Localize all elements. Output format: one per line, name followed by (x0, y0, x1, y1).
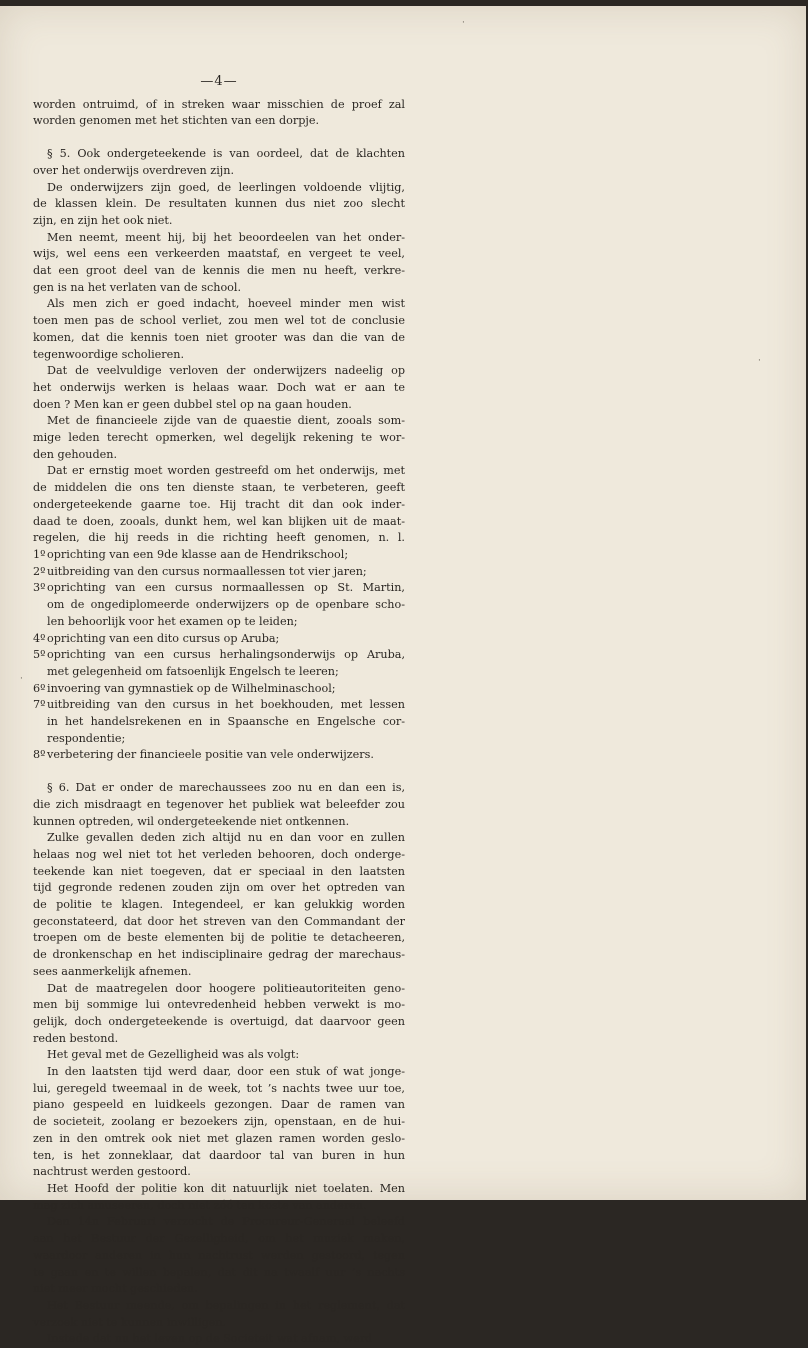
measure-item (33, 647, 405, 680)
text-line: troepen om de beste elementen bij de politie te detacheeren, (33, 931, 405, 945)
text-line: kunnen optreden, wil ondergeteekende niet ontkennen. (33, 814, 350, 828)
measure-number: 7º (33, 698, 46, 712)
text-line: worden genomen met het stichten van een dorpje. (33, 114, 320, 128)
text-line: toen men pas de school verliet, zou men wel tot de conclusie (33, 314, 405, 328)
text-line: Den 14n Februari verzocht de Procureur-Generaal beleefd (47, 1215, 405, 1229)
measure-text: invoering van gymnastiek op de Wilhelminaschool; (47, 681, 336, 695)
text-line: ondergeteekende gaarne toe. Hij tracht dit dan ook inder- (33, 497, 405, 511)
text-line: komen, dat die kennis toen niet grooter was dan die van de (33, 330, 405, 344)
section-5 (33, 146, 405, 547)
measure-text: oprichting van een dito cursus op Aruba; (47, 631, 280, 645)
text-line: zijn, en zijn het ook niet. (33, 213, 173, 227)
measure-text: met gelegenheid om fatsoenlijk Engelsch te leeren; (47, 664, 339, 678)
measure-item (33, 697, 405, 747)
text-line: Men neemt, meent hij, bij het beoordeelen van het onder- (47, 230, 405, 244)
text-line: sees aanmerkelijk afnemen. (33, 964, 192, 978)
measure-item (33, 681, 405, 698)
measure-number: 2º (33, 564, 46, 578)
text-line: gelijk, doch ondergeteekende is overtuigd, dat daarvoor geen (33, 1014, 405, 1028)
measure-number: 1º (33, 547, 46, 561)
text-line: de politie te klagen. Integendeel, er kan gelukkig worden (33, 898, 405, 912)
page-text (33, 74, 405, 1348)
measure-item (33, 547, 405, 564)
measure-item (33, 564, 405, 581)
text-line: de societeit, zoolang er bezoekers zijn, openstaan, en de hui- (33, 1115, 405, 1129)
text-line: daad te doen, zooals, dunkt hem, wel kan blijken uit de maat- (33, 514, 405, 528)
text-line: aan het Bestuur der Gezelligheid, om het muziek maken, (33, 1232, 405, 1246)
intro-paragraph (33, 97, 405, 130)
measure-text: oprichting van een 9de klasse aan de Hendrikschool; (47, 547, 349, 561)
measure-item (33, 631, 405, 648)
scan-dot: · (20, 674, 23, 684)
page-number: —4— (200, 74, 238, 89)
text-line: teekende kan niet toegeven, dat er speciaal in den laatsten (33, 864, 405, 878)
text-line: nachtrust werden gestoord. (33, 1165, 191, 1179)
measure-text: verbetering der financieele positie van vele onderwijzers. (47, 748, 374, 762)
text-line: regelen, die hij reeds in die richting heeft genomen, n. l. (33, 531, 405, 545)
text-line: die zich misdraagt en tegenover het publiek wat beleefder zou (33, 797, 405, 811)
measure-text: respondentie; (47, 731, 126, 745)
text-line: over het onderwijs overdreven zijn. (33, 163, 235, 177)
text-line: gen is na het verlaten van de school. (33, 280, 242, 294)
text-line: men bij sommige lui ontevredenheid hebben verwekt is mo- (33, 998, 405, 1012)
text-line: verzoek niet te kunnen inwilligen. (33, 1315, 226, 1329)
text-line: dat een groot deel van de kennis die men nu heeft, verkre- (33, 264, 405, 278)
text-line: lui, geregeld tweemaal in de week, tot ’s nachts twee uur toe, (33, 1081, 405, 1095)
document-page (0, 6, 806, 1346)
text-line: waardoor anderen in hun nachtrust werden gestoord, tegen (33, 1248, 405, 1262)
text-line: ten, is het zonneklaar, dat daardoor tal van buren in hun (33, 1148, 405, 1162)
measure-item (33, 747, 405, 764)
text-line: Met de financieele zijde van de quaestie dient, zooals som- (47, 414, 405, 428)
text-line: Dat de maatregelen door hoogere politieautoriteiten geno- (47, 981, 405, 995)
measure-text: om de ongediplomeerde onderwijzers op de openbare scho- (47, 598, 405, 612)
measure-text: oprichting van een cursus herhalingsonderwijs op Aruba, (47, 648, 405, 662)
text-line: mag zich amuseeren, doch niet zóó ten koste van anderen. (33, 1198, 367, 1212)
text-line: helaas nog wel niet tot het verleden behooren, doch onderge- (33, 847, 405, 861)
text-line: de dronkenschap en het indisciplinaire gedrag der marechaus- (33, 948, 405, 962)
text-line: geconstateerd, dat door het streven van den Commandant der (33, 914, 405, 928)
section-6 (33, 780, 405, 1348)
text-line: te gaan en te willen bepalen, dat dit na twaalf uur ’s nachts (33, 1265, 405, 1279)
text-line: tegenwoordige scholieren. (33, 347, 185, 361)
text-line: de klassen klein. De resultaten kunnen dus niet zoo slecht (33, 197, 405, 211)
text-line: den gehouden. (33, 447, 118, 461)
text-line: mige leden terecht opmerken, wel degelijk rekening te wor- (33, 431, 405, 445)
text-line: Dat de veelvuldige verloven der onderwijzers nadeelig op (47, 364, 405, 378)
text-line: Als men zich er goed indacht, hoeveel minder men wist (47, 297, 405, 311)
text-line: doen ? Men kan er geen dubbel stel op na gaan houden. (33, 397, 352, 411)
text-line: wijs, wel eens een verkeerden maatstaf, en vergeet te veel, (33, 247, 405, 261)
text-line: zen in den omtrek ook niet met glazen ramen worden geslo- (33, 1131, 405, 1145)
text-line: Het geval met de Gezelligheid was als volgt: (47, 1048, 300, 1062)
text-line: het onderwijs werken is helaas waar. Doch wat er aan te (33, 380, 405, 394)
measure-text: uitbreiding van den cursus in het boekhouden, met lessen (47, 698, 405, 712)
measure-item (33, 580, 405, 630)
measure-text: uitbreiding van den cursus normaallessen tot vier jaren; (47, 564, 367, 578)
text-line: Zulke gevallen deden zich altijd nu en dan voor en zullen (47, 831, 405, 845)
text-line: reden bestond. (33, 1031, 119, 1045)
measure-number: 5º (33, 648, 46, 662)
text-line: Het Bestuur meende, om bepalingen in het reglement, dat (47, 1298, 405, 1312)
text-line: De onderwijzers zijn goed, de leerlingen voldoende vlijtig, (47, 180, 405, 194)
measure-number: 8º (33, 748, 46, 762)
text-line: tijd gegronde redenen zouden zijn om over het optreden van (33, 881, 405, 895)
measures-list (33, 547, 405, 764)
measure-text: len behoorlijk voor het examen op te leiden; (47, 614, 298, 628)
text-line: § 6. Dat er onder de marechaussees zoo nu en dan een is, (47, 781, 405, 795)
text-line: In den laatsten tijd werd daar, door een stuk of wat jonge- (47, 1065, 405, 1079)
text-line: niet meer mocht geschieden. (33, 1282, 198, 1296)
text-line: piano gespeeld en luidkeels gezongen. Daar de ramen van (33, 1098, 405, 1112)
measure-text: oprichting van een cursus normaallessen op St. Martin, (47, 581, 405, 595)
measure-number: 4º (33, 631, 46, 645)
measure-text: in het handelsrekenen en in Spaansche en Engelsche cor- (47, 715, 405, 729)
text-line: Instede dat nu het leven op de Societeit wat afnam, werd (47, 1332, 373, 1346)
measure-number: 6º (33, 681, 46, 695)
text-line: Dat er ernstig moet worden gestreefd om het onderwijs, met (47, 464, 405, 478)
text-line: Het Hoofd der politie kon dit natuurlijk niet toelaten. Men (47, 1182, 405, 1195)
measure-number: 3º (33, 581, 46, 595)
text-line: de middelen die ons ten dienste staan, te verbeteren, geeft (33, 481, 405, 495)
scan-dot: · (758, 356, 761, 366)
scan-dot: · (462, 18, 465, 28)
text-line: worden ontruimd, of in streken waar misschien de proef zal (33, 97, 405, 111)
text-line: § 5. Ook ondergeteekende is van oordeel, dat de klachten (47, 147, 405, 161)
